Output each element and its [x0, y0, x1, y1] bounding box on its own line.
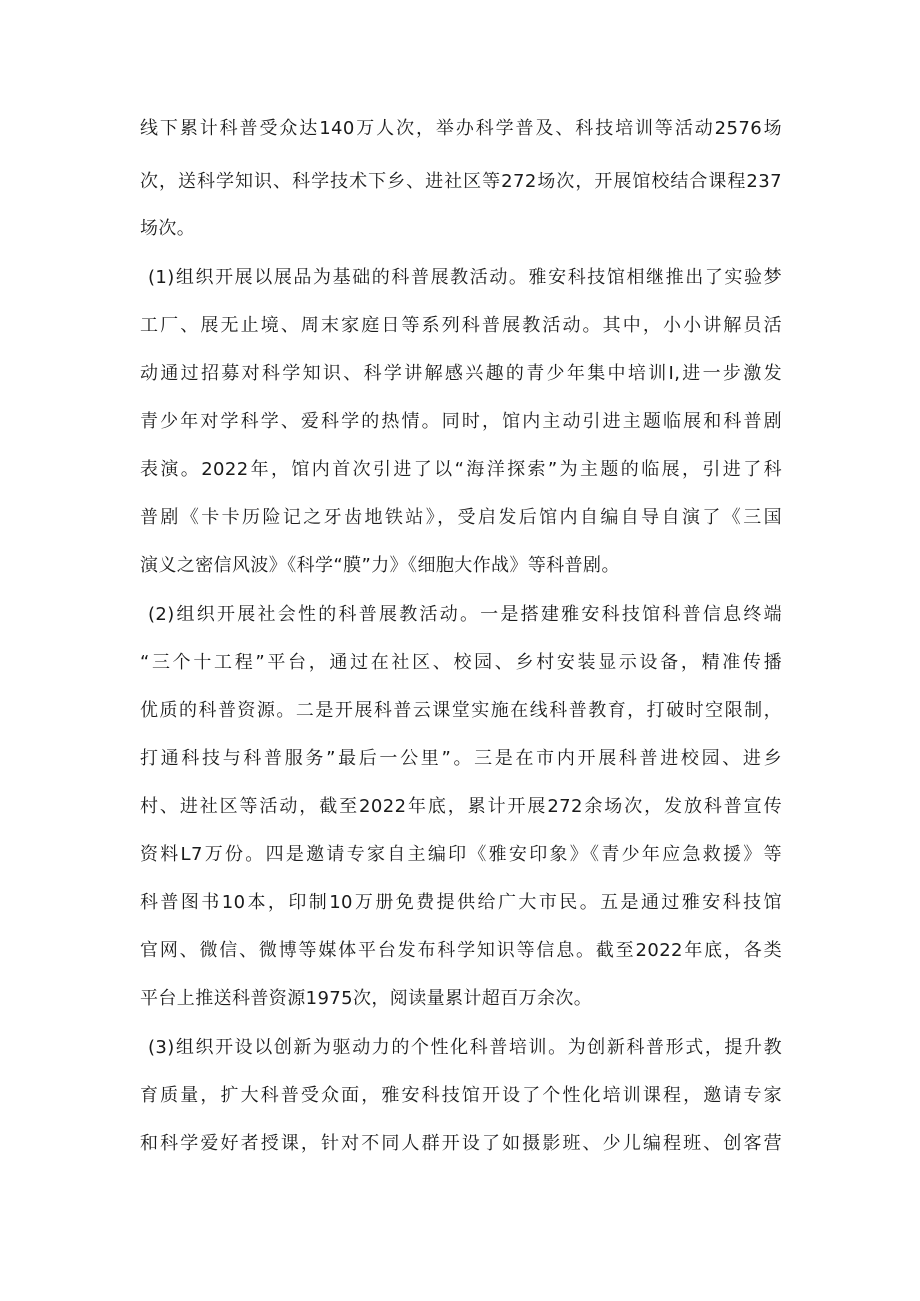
text-line: 普剧《卡卡历险记之牙齿地铁站》，受启发后馆内自编自导自演了《三国: [140, 507, 782, 528]
text-line: 育质量，扩大科普受众面，雅安科技馆开设了个性化培训课程，邀请专家: [140, 1085, 782, 1106]
text-line: 动通过招募对科学知识、科学讲解感兴趣的青少年集中培训I,进一步激发: [140, 363, 782, 384]
paragraph-3-line: (3)组织开设以创新为驱动力的个性化科普培训。为创新科普形式，提升教: [148, 1037, 782, 1058]
text-line: 工厂、展无止境、周末家庭日等系列科普展教活动。其中，小小讲解员活: [140, 315, 782, 336]
text-line: 打通科技与科普服务”最后一公里”。三是在市内开展科普进校园、进乡: [140, 748, 782, 769]
text-line: 场次。: [140, 218, 196, 239]
text-line: 科普图书10本，印制10万册免费提供给广大市民。五是通过雅安科技馆: [140, 892, 782, 913]
text-line: 优质的科普资源。二是开展科普云课堂实施在线科普教育，打破时空限制，: [140, 700, 782, 721]
text-line: 线下累计科普受众达140万人次，举办科学普及、科技培训等活动2576场: [140, 118, 782, 139]
text-line: 表演。2022年，馆内首次引进了以“海洋探索”为主题的临展，引进了科: [140, 459, 782, 480]
text-line: “三个十工程”平台，通过在社区、校园、乡村安装显示设备，精准传播: [140, 652, 782, 673]
text-line: 村、进社区等活动，截至2022年底，累计开展272余场次，发放科普宣传: [140, 796, 782, 817]
text-line: 次，送科学知识、科学技术下乡、进社区等272场次，开展馆校结合课程237: [140, 171, 782, 192]
text-line: 青少年对学科学、爱科学的热情。同时，馆内主动引进主题临展和科普剧: [140, 411, 782, 432]
text-line: 平台上推送科普资源1975次，阅读量累计超百万余次。: [140, 988, 593, 1009]
text-line: 资料L7万份。四是邀请专家自主编印《雅安印象》《青少年应急救援》等: [140, 844, 782, 865]
text-line: 和科学爱好者授课，针对不同人群开设了如摄影班、少儿编程班、创客营: [140, 1133, 782, 1154]
paragraph-2-line: (2)组织开展社会性的科普展教活动。一是搭建雅安科技馆科普信息终端: [148, 604, 782, 625]
paragraph-1-line: (1)组织开展以展品为基础的科普展教活动。雅安科技馆相继推出了实验梦: [148, 267, 782, 288]
text-line: 演义之密信风波》《科学“膜”力》《细胞大作战》等科普剧。: [140, 555, 620, 576]
text-line: 官网、微信、微博等媒体平台发布科学知识等信息。截至2022年底，各类: [140, 940, 782, 961]
